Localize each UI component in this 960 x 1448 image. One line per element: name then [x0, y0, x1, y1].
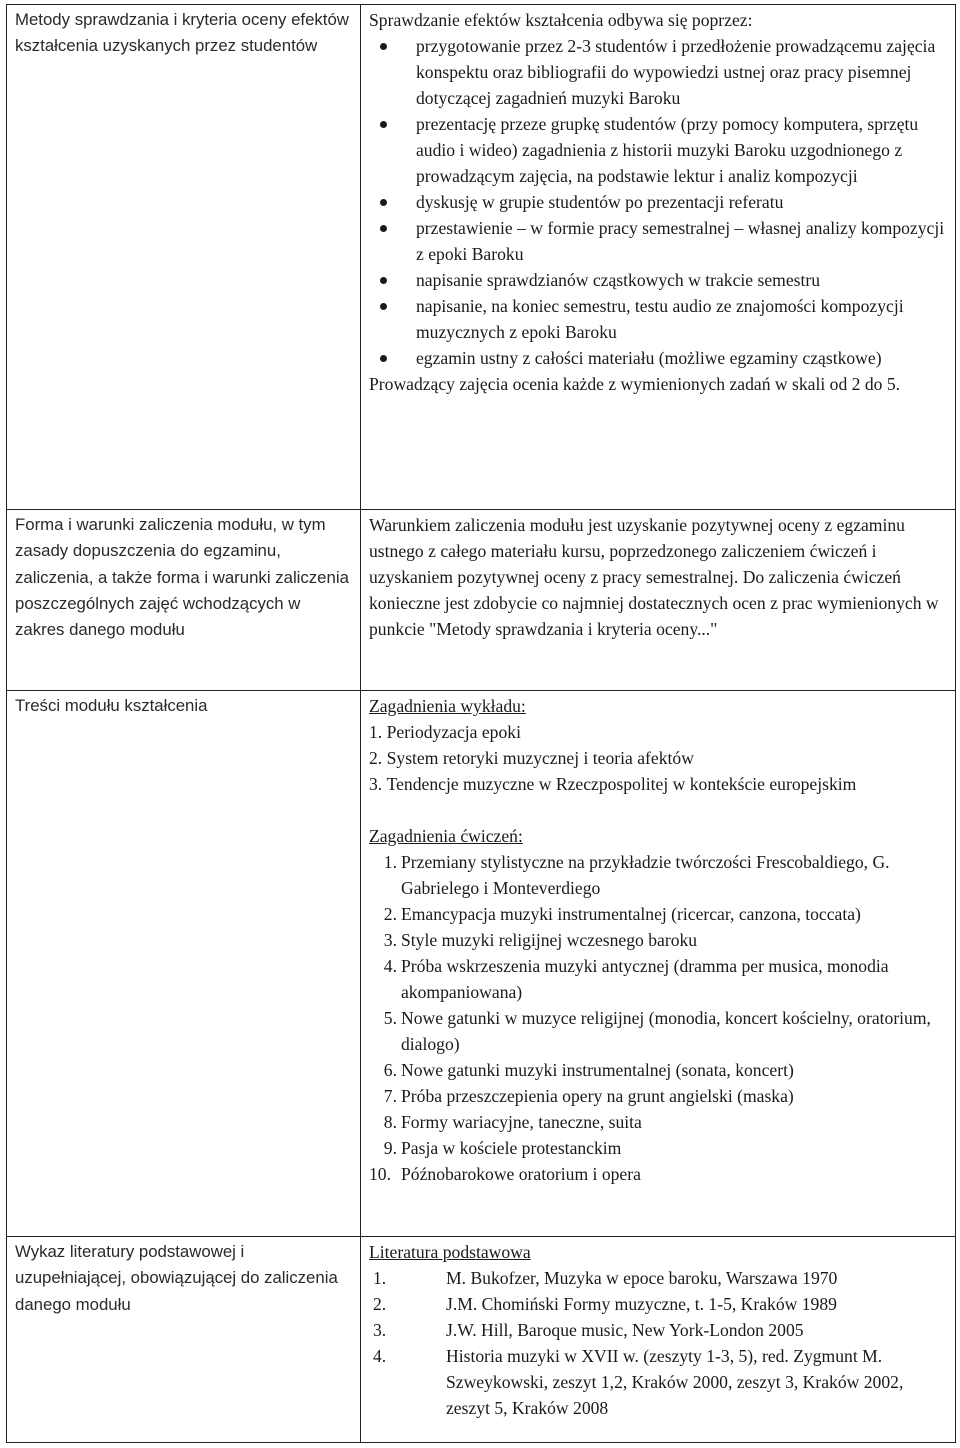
- list-item-text: Próba wskrzeszenia muzyki antycznej (dramma per musica, monodia akompaniowana): [401, 956, 889, 1002]
- list-item-text: Periodyzacja epoki: [386, 722, 521, 742]
- list-item-number: 10.: [369, 1164, 391, 1184]
- list-item-text: Style muzyki religijnej wczesnego baroku: [401, 930, 698, 950]
- list-item: napisanie, na koniec semestru, testu audio ze znajomości kompozycji muzycznych z epoki Baroku: [416, 293, 947, 345]
- grading-scale-note: Prowadzący zajęcia ocenia każde z wymienionych zadań w skali od 2 do 5.: [369, 374, 901, 394]
- list-item: [375, 849, 947, 901]
- list-item-text: Nowe gatunki muzyki instrumentalnej (sonata, koncert): [401, 1060, 794, 1080]
- list-item-number: 5.: [383, 1008, 397, 1028]
- list-item-number: 3.: [373, 1320, 387, 1340]
- assessment-methods-list: [369, 33, 947, 371]
- list-item-text: M. Bukofzer, Muzyka w epoce baroku, Warszawa 1970: [446, 1268, 838, 1288]
- list-item: [375, 1109, 947, 1135]
- module-content-row: [7, 691, 956, 1237]
- list-item-number: 6.: [383, 1060, 397, 1080]
- list-item: [375, 927, 947, 953]
- exercises-list: [369, 849, 947, 1187]
- completion-conditions-text: Warunkiem zaliczenia modułu jest uzyskanie pozytywnej oceny z egzaminu ustnego z całego materiału kursu, poprzedzonego zaliczeniem ćwiczeń i uzyskaniem pozytywnej oceny z pracy semestralnej. Do zaliczenia ćwiczeń konieczne jest zdobycie co najmniej dostatecznych ocen z prac wymienionych w punkcie "Metody sprawdzania i kryteria oceny...": [369, 515, 939, 639]
- list-item-number: 8.: [383, 1112, 397, 1132]
- module-content-label-cell: [7, 691, 361, 1237]
- literature-row: [7, 1237, 956, 1443]
- list-item-text: Przemiany stylistyczne na przykładzie twórczości Frescobaldiego, G. Gabrielego i Monteverdiego: [401, 852, 890, 898]
- list-item: [369, 719, 947, 745]
- assessment-methods-label: Metody sprawdzania i kryteria oceny efektów kształcenia uzyskanych przez studentów: [15, 10, 349, 56]
- completion-conditions-content-cell: [361, 510, 956, 691]
- list-item-text: Tendencje muzyczne w Rzeczpospolitej w kontekście europejskim: [386, 774, 857, 794]
- list-item: [375, 1057, 947, 1083]
- list-item-text: Historia muzyki w XVII w. (zeszyty 1-3, 5), red. Zygmunt M. Szweykowski, zeszyt 1,2, Kraków 2000, zeszyt 3, Kraków 2002, zeszyt 5, Kraków 2008: [446, 1346, 904, 1418]
- list-item-number: 1.: [383, 852, 397, 872]
- list-item-text: Pasja w kościele protestanckim: [401, 1138, 622, 1158]
- list-item: [369, 771, 947, 797]
- list-item: [375, 1135, 947, 1161]
- list-item-number: 9.: [383, 1138, 397, 1158]
- list-item-text: J.M. Chomiński Formy muzyczne, t. 1-5, Kraków 1989: [446, 1294, 837, 1314]
- literature-label: Wykaz literatury podstawowej i uzupełniającej, obowiązującej do zaliczenia danego modułu: [15, 1242, 338, 1314]
- literature-list: [369, 1265, 947, 1421]
- list-item: [369, 1161, 947, 1187]
- list-item-number: 4.: [373, 1346, 387, 1366]
- completion-conditions-label-cell: [7, 510, 361, 691]
- list-item: [369, 1343, 947, 1421]
- lectures-list: [369, 719, 947, 797]
- list-item: egzamin ustny z całości materiału (możliwe egzaminy cząstkowe): [416, 345, 947, 371]
- list-item-number: 1.: [373, 1268, 387, 1288]
- syllabus-table: [6, 4, 956, 1443]
- list-item: [369, 1317, 947, 1343]
- list-item-number: 4.: [383, 956, 397, 976]
- list-item: prezentację przeze grupkę studentów (przy pomocy komputera, sprzętu audio i wideo) zagadnienia z historii muzyki Baroku uzgodnionego z prowadzącym zajęcia, na podstawie lektur i analiz kompozycji: [416, 111, 947, 189]
- list-item-text: Emancypacja muzyki instrumentalnej (ricercar, canzona, toccata): [401, 904, 861, 924]
- list-item-text: Formy wariacyjne, taneczne, suita: [401, 1112, 642, 1132]
- list-item: [369, 745, 947, 771]
- literature-heading: Literatura podstawowa: [369, 1242, 531, 1262]
- module-content-cell: [361, 691, 956, 1237]
- list-item: [375, 953, 947, 1005]
- module-content-label: Treści modułu kształcenia: [15, 696, 208, 715]
- assessment-intro: Sprawdzanie efektów kształcenia odbywa się poprzez:: [369, 10, 753, 30]
- list-item-text: Nowe gatunki w muzyce religijnej (monodia, koncert kościelny, oratorium, dialogo): [401, 1008, 931, 1054]
- list-item: napisanie sprawdzianów cząstkowych w trakcie semestru: [416, 267, 947, 293]
- list-item-number: 3.: [383, 930, 397, 950]
- list-item-number: 2.: [383, 904, 397, 924]
- list-item: [375, 1005, 947, 1057]
- list-item-text: J.W. Hill, Baroque music, New York-London 2005: [446, 1320, 804, 1340]
- literature-content-cell: [361, 1237, 956, 1443]
- assessment-methods-label-cell: [7, 5, 361, 510]
- list-item: [369, 1265, 947, 1291]
- completion-conditions-label: Forma i warunki zaliczenia modułu, w tym zasady dopuszczenia do egzaminu, zaliczenia, a także forma i warunki zaliczenia poszczególnych zajęć wchodzących w zakres danego modułu: [15, 515, 349, 640]
- list-item: [375, 901, 947, 927]
- list-item-text: Próba przeszczepienia opery na grunt angielski (maska): [401, 1086, 794, 1106]
- exercises-heading: Zagadnienia ćwiczeń:: [369, 826, 523, 846]
- list-item-number: 2.: [373, 1294, 387, 1314]
- list-item: dyskusję w grupie studentów po prezentacji referatu: [416, 189, 947, 215]
- assessment-methods-row: [7, 5, 956, 510]
- list-item-number: 1.: [369, 722, 383, 742]
- lectures-heading: Zagadnienia wykładu:: [369, 696, 526, 716]
- list-item: przestawienie – w formie pracy semestralnej – własnej analizy kompozycji z epoki Baroku: [416, 215, 947, 267]
- list-item: [369, 1291, 947, 1317]
- completion-conditions-row: [7, 510, 956, 691]
- list-item: [375, 1083, 947, 1109]
- list-item: przygotowanie przez 2-3 studentów i przedłożenie prowadzącemu zajęcia konspektu oraz bibliografii do wypowiedzi ustnej oraz pracy pisemnej dotyczącej zagadnień muzyki Baroku: [416, 33, 947, 111]
- list-item-number: 3.: [369, 774, 383, 794]
- list-item-number: 2.: [369, 748, 383, 768]
- list-item-number: 7.: [383, 1086, 397, 1106]
- list-item-text: System retoryki muzycznej i teoria afektów: [386, 748, 694, 768]
- list-item-text: Późnobarokowe oratorium i opera: [401, 1164, 641, 1184]
- literature-label-cell: [7, 1237, 361, 1443]
- assessment-methods-content-cell: [361, 5, 956, 510]
